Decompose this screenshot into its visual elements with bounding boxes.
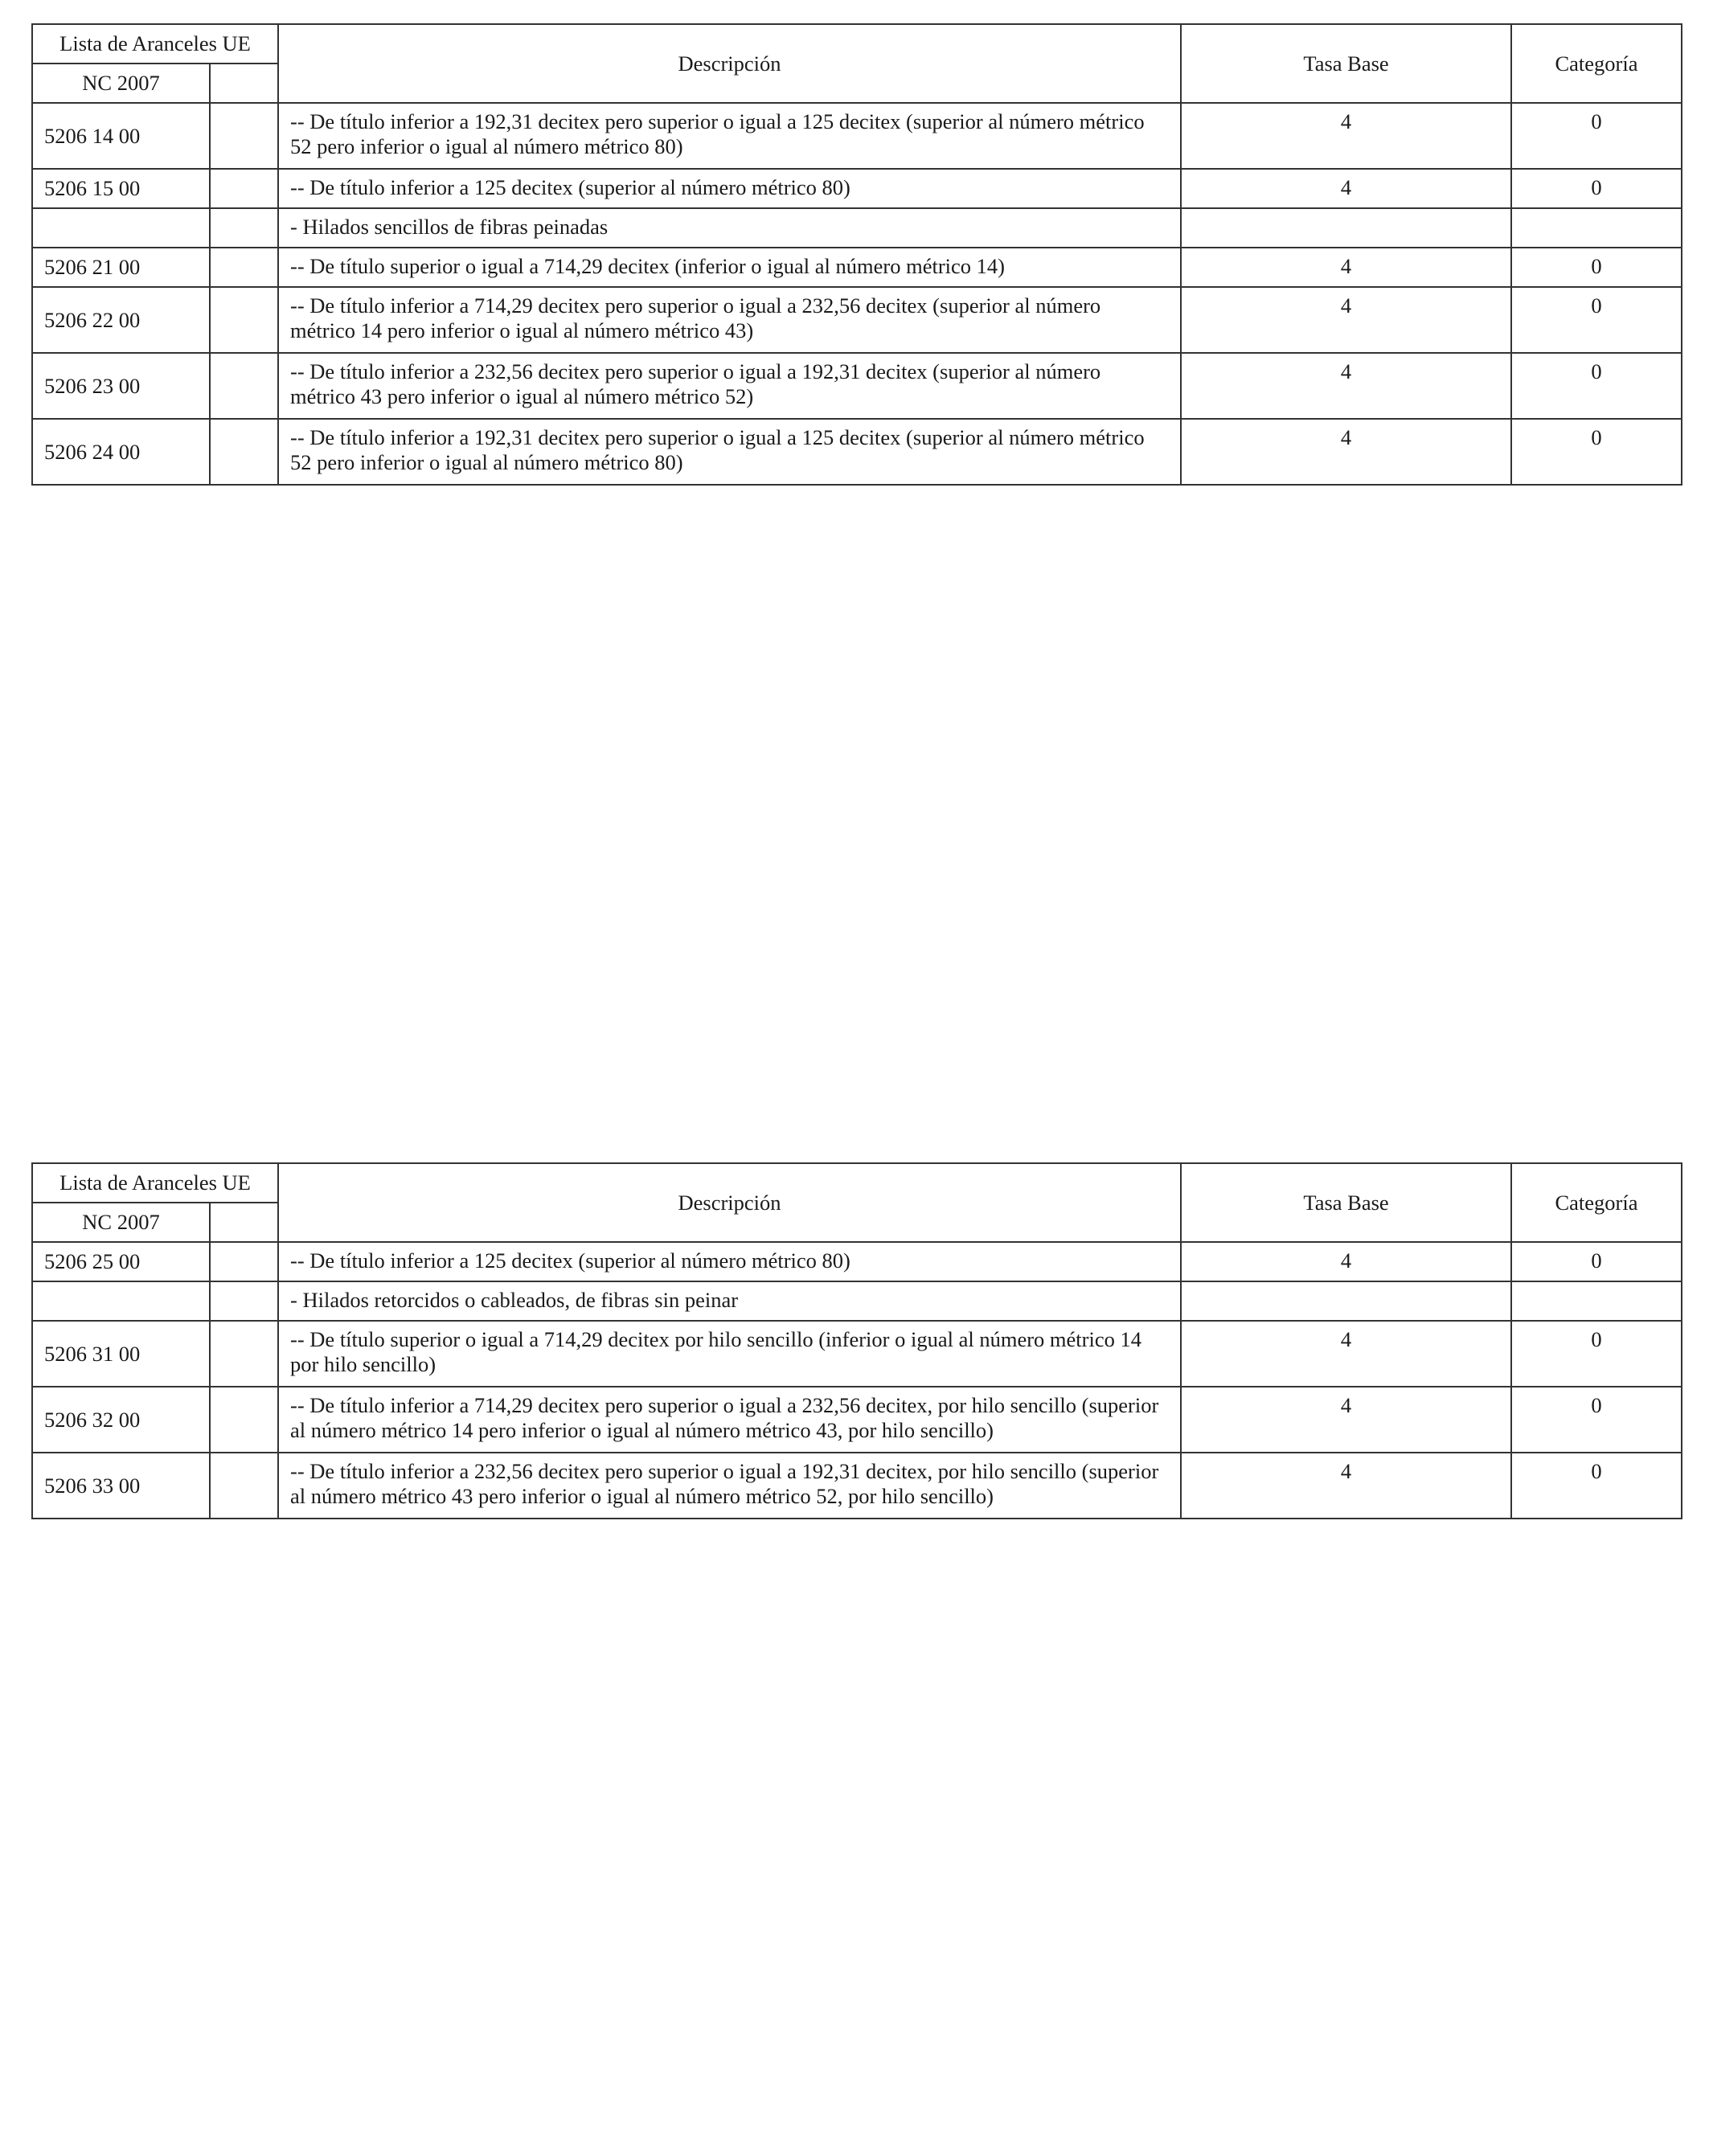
description-cell: -- De título superior o igual a 714,29 decitex por hilo sencillo (inferior o igual al número métrico 14 por hilo sencillo)	[278, 1321, 1181, 1387]
table-row	[32, 1387, 1682, 1453]
header-base-rate: Tasa Base	[1181, 24, 1511, 103]
header-row	[32, 24, 1682, 64]
base-rate-cell: 4	[1181, 419, 1511, 485]
header-tariff-list: Lista de Aranceles UE	[32, 1163, 278, 1203]
tariff-code: 5206 31 00	[32, 1321, 210, 1387]
category-cell	[1511, 208, 1682, 248]
base-rate-cell: 4	[1181, 1321, 1511, 1387]
header-base-rate: Tasa Base	[1181, 1163, 1511, 1242]
base-rate-cell: 4	[1181, 1453, 1511, 1519]
table-row	[32, 1281, 1682, 1321]
table-row	[32, 1453, 1682, 1519]
header-empty-cell	[210, 1203, 278, 1242]
table-row	[32, 419, 1682, 485]
table-row	[32, 248, 1682, 287]
empty-cell	[210, 419, 278, 485]
base-rate-cell: 4	[1181, 1242, 1511, 1281]
header-description: Descripción	[278, 1163, 1181, 1242]
category-cell: 0	[1511, 1321, 1682, 1387]
table-row	[32, 1242, 1682, 1281]
header-tariff-list: Lista de Aranceles UE	[32, 24, 278, 64]
category-cell: 0	[1511, 1387, 1682, 1453]
header-description: Descripción	[278, 24, 1181, 103]
header-nc-code: NC 2007	[32, 1203, 210, 1242]
section-heading-cell: - Hilados retorcidos o cableados, de fibras sin peinar	[278, 1281, 1181, 1321]
category-cell: 0	[1511, 353, 1682, 419]
tariff-code: 5206 15 00	[32, 169, 210, 208]
base-rate-cell: 4	[1181, 169, 1511, 208]
header-category: Categoría	[1511, 24, 1682, 103]
base-rate-cell	[1181, 1281, 1511, 1321]
description-cell: -- De título inferior a 192,31 decitex pero superior o igual a 125 decitex (superior al número métrico 52 pero inferior o igual al número métrico 80)	[278, 419, 1181, 485]
empty-cell	[210, 208, 278, 248]
empty-cell	[210, 1281, 278, 1321]
tariff-code: 5206 33 00	[32, 1453, 210, 1519]
description-cell: -- De título inferior a 232,56 decitex pero superior o igual a 192,31 decitex (superior al número métrico 43 pero inferior o igual al número métrico 52)	[278, 353, 1181, 419]
tariff-code: 5206 32 00	[32, 1387, 210, 1453]
empty-cell	[210, 103, 278, 169]
base-rate-cell: 4	[1181, 287, 1511, 353]
category-cell: 0	[1511, 1453, 1682, 1519]
header-empty-cell	[210, 64, 278, 103]
table-row	[32, 169, 1682, 208]
empty-cell	[210, 248, 278, 287]
tariff-code: 5206 24 00	[32, 419, 210, 485]
header-nc-code: NC 2007	[32, 64, 210, 103]
empty-cell	[210, 287, 278, 353]
empty-cell	[210, 1242, 278, 1281]
tariff-code: 5206 25 00	[32, 1242, 210, 1281]
tariff-code	[32, 1281, 210, 1321]
category-cell: 0	[1511, 287, 1682, 353]
empty-cell	[210, 169, 278, 208]
category-cell	[1511, 1281, 1682, 1321]
category-cell: 0	[1511, 248, 1682, 287]
description-cell: -- De título inferior a 192,31 decitex pero superior o igual a 125 decitex (superior al número métrico 52 pero inferior o igual al número métrico 80)	[278, 103, 1181, 169]
description-cell: -- De título inferior a 714,29 decitex pero superior o igual a 232,56 decitex, por hilo sencillo (superior al número métrico 14 pero inferior o igual al número métrico 43, por hilo sencillo)	[278, 1387, 1181, 1453]
table-row	[32, 208, 1682, 248]
section-heading-cell: - Hilados sencillos de fibras peinadas	[278, 208, 1181, 248]
base-rate-cell	[1181, 208, 1511, 248]
header-row	[32, 1163, 1682, 1203]
table-row	[32, 103, 1682, 169]
category-cell: 0	[1511, 1242, 1682, 1281]
empty-cell	[210, 353, 278, 419]
base-rate-cell: 4	[1181, 103, 1511, 169]
header-category: Categoría	[1511, 1163, 1682, 1242]
table-row	[32, 353, 1682, 419]
category-cell: 0	[1511, 169, 1682, 208]
description-cell: -- De título superior o igual a 714,29 decitex (inferior o igual al número métrico 14)	[278, 248, 1181, 287]
tariff-table-2	[31, 1162, 1682, 1519]
category-cell: 0	[1511, 103, 1682, 169]
empty-cell	[210, 1321, 278, 1387]
tariff-code: 5206 21 00	[32, 248, 210, 287]
base-rate-cell: 4	[1181, 1387, 1511, 1453]
description-cell: -- De título inferior a 125 decitex (superior al número métrico 80)	[278, 169, 1181, 208]
tariff-code	[32, 208, 210, 248]
table-row	[32, 1321, 1682, 1387]
empty-cell	[210, 1387, 278, 1453]
description-cell: -- De título inferior a 714,29 decitex pero superior o igual a 232,56 decitex (superior al número métrico 14 pero inferior o igual al número métrico 43)	[278, 287, 1181, 353]
tariff-table-1	[31, 23, 1682, 486]
empty-cell	[210, 1453, 278, 1519]
description-cell: -- De título inferior a 232,56 decitex pero superior o igual a 192,31 decitex, por hilo sencillo (superior al número métrico 43 pero inferior o igual al número métrico 52, por hilo sencillo)	[278, 1453, 1181, 1519]
category-cell: 0	[1511, 419, 1682, 485]
tariff-code: 5206 22 00	[32, 287, 210, 353]
tariff-code: 5206 23 00	[32, 353, 210, 419]
base-rate-cell: 4	[1181, 248, 1511, 287]
tariff-code: 5206 14 00	[32, 103, 210, 169]
base-rate-cell: 4	[1181, 353, 1511, 419]
table-row	[32, 287, 1682, 353]
description-cell: -- De título inferior a 125 decitex (superior al número métrico 80)	[278, 1242, 1181, 1281]
